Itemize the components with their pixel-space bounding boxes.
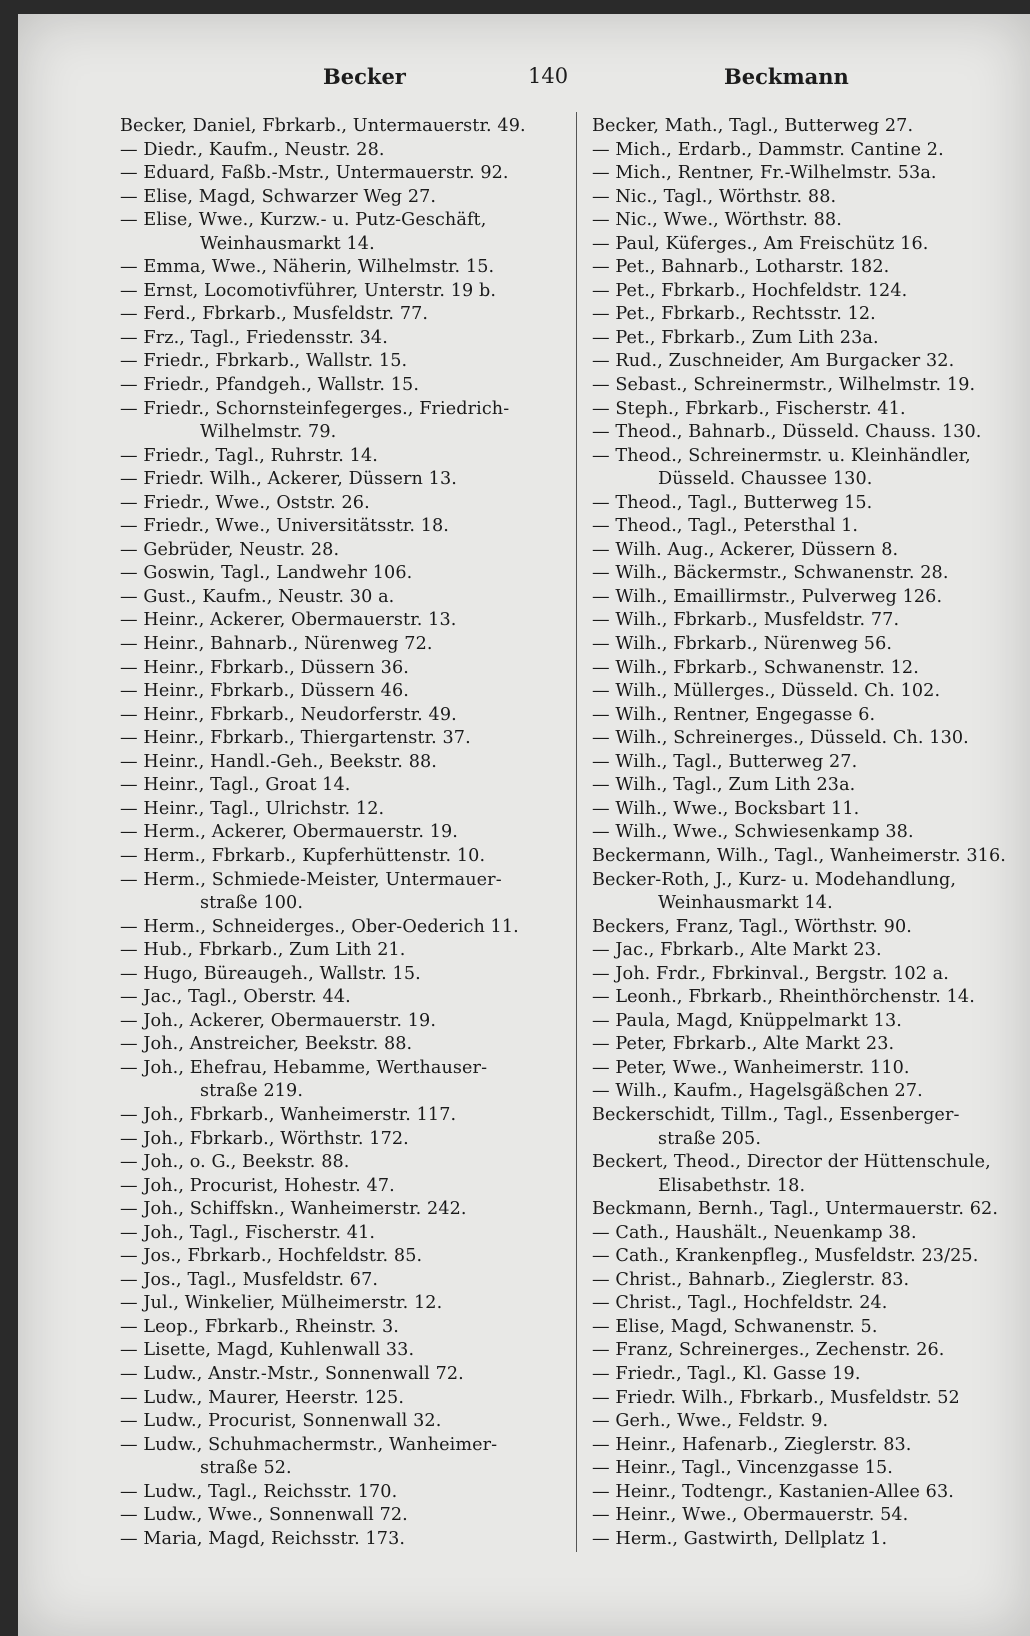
directory-entry: — Leonh., Fbrkarb., Rheinthörchenstr. 14. [592, 987, 975, 1008]
directory-entry: Beckers, Franz, Tagl., Wörthstr. 90. [592, 916, 912, 937]
directory-entry: — Ferd., Fbrkarb., Musfeldstr. 77. [120, 304, 429, 325]
running-head-left: Becker [323, 64, 406, 89]
directory-entry: Becker, Daniel, Fbrkarb., Untermauerstr. 49. [120, 116, 526, 136]
directory-entry: — Wilh., Müllerges., Düsseld. Ch. 102. [592, 681, 941, 702]
directory-entry: — Heinr., Handl.-Geh., Beekstr. 88. [120, 751, 437, 772]
directory-entry: — Ludw., Wwe., Sonnenwall 72. [120, 1505, 408, 1526]
directory-entry: — Theod., Bahnarb., Düsseld. Chauss. 130. [592, 422, 982, 443]
directory-entry: — Peter, Fbrkarb., Alte Markt 23. [592, 1034, 895, 1055]
directory-entry: — Wilh., Wwe., Schwiesenkamp 38. [592, 822, 914, 843]
directory-entry: — Heinr., Tagl., Groat 14. [120, 775, 351, 796]
running-head-right: Beckmann [724, 64, 849, 89]
directory-entry: — Herm., Schmiede-Meister, Untermauer- [120, 869, 502, 890]
directory-entry: — Paul, Küferges., Am Freischütz 16. [592, 233, 929, 254]
directory-entry: — Diedr., Kaufm., Neustr. 28. [120, 139, 385, 160]
directory-entry: — Joh., Anstreicher, Beekstr. 88. [120, 1034, 413, 1055]
directory-entry: Beckmann, Bernh., Tagl., Untermauerstr. 62. [592, 1199, 999, 1220]
directory-entry: — Joh., Schiffskn., Wanheimerstr. 242. [120, 1199, 467, 1220]
directory-entry: — Nic., Wwe., Wörthstr. 88. [592, 210, 842, 231]
directory-entry: — Joh., o. G., Beekstr. 88. [120, 1152, 350, 1173]
directory-entry: — Pet., Bahnarb., Lotharstr. 182. [592, 257, 890, 278]
directory-entry: Beckert, Theod., Director der Hüttenschule, [592, 1152, 991, 1173]
directory-entry: — Elise, Wwe., Kurzw.- u. Putz-Geschäft, [120, 210, 487, 231]
directory-entry: — Steph., Fbrkarb., Fischerstr. 41. [592, 398, 906, 419]
directory-entry: — Lisette, Magd, Kuhlenwall 33. [120, 1340, 415, 1361]
directory-entry: — Friedr., Wwe., Oststr. 26. [120, 492, 370, 513]
directory-entry: — Peter, Wwe., Wanheimerstr. 110. [592, 1057, 910, 1078]
directory-entry: — Herm., Schneiderges., Ober-Oederich 11. [120, 916, 519, 937]
directory-entry: — Paula, Magd, Knüppelmarkt 13. [592, 1010, 902, 1031]
directory-entry: — Friedr., Schornsteinfegerges., Friedrich- [120, 398, 510, 419]
directory-entry: — Heinr., Tagl., Ulrichstr. 12. [120, 798, 385, 819]
directory-entry: — Franz, Schreinerges., Zechenstr. 26. [592, 1340, 945, 1361]
directory-entry: — Friedr., Pfandgeh., Wallstr. 15. [120, 375, 420, 396]
directory-entry: — Jac., Tagl., Oberstr. 44. [120, 987, 351, 1008]
directory-entry: — Emma, Wwe., Näherin, Wilhelmstr. 15. [120, 257, 495, 278]
directory-entry: — Heinr., Hafenarb., Zieglerstr. 83. [592, 1434, 912, 1455]
directory-entry: — Gust., Kaufm., Neustr. 30 a. [120, 586, 395, 607]
directory-entry: — Christ., Bahnarb., Zieglerstr. 83. [592, 1269, 910, 1290]
directory-entry: — Pet., Fbrkarb., Zum Lith 23a. [592, 327, 879, 348]
directory-entry: — Ludw., Tagl., Reichsstr. 170. [120, 1481, 398, 1502]
directory-entry: — Gerh., Wwe., Feldstr. 9. [592, 1411, 829, 1432]
directory-entry-continuation: Weinhausmarkt 14. [658, 893, 833, 914]
directory-entry: — Herm., Gastwirth, Dellplatz 1. [592, 1528, 888, 1549]
directory-entry: — Heinr., Fbrkarb., Neudorferstr. 49. [120, 704, 457, 725]
column-divider [576, 112, 577, 1552]
directory-entry: — Theod., Schreinermstr. u. Kleinhändler, [592, 445, 971, 466]
directory-entry: — Wilh. Aug., Ackerer, Düssern 8. [592, 539, 899, 560]
directory-entry: — Friedr., Tagl., Kl. Gasse 19. [592, 1363, 861, 1384]
directory-entry: — Heinr., Fbrkarb., Thiergartenstr. 37. [120, 728, 471, 749]
directory-entry: — Cath., Krankenpfleg., Musfeldstr. 23/25. [592, 1246, 979, 1267]
directory-entry: — Cath., Haushält., Neuenkamp 38. [592, 1222, 917, 1243]
directory-entry: — Pet., Fbrkarb., Hochfeldstr. 124. [592, 280, 908, 301]
directory-entry: — Rud., Zuschneider, Am Burgacker 32. [592, 351, 955, 372]
directory-entry-continuation: Wilhelmstr. 79. [200, 422, 337, 443]
directory-entry: Beckermann, Wilh., Tagl., Wanheimerstr. 316. [592, 845, 1006, 866]
directory-entry: — Theod., Tagl., Petersthal 1. [592, 516, 859, 537]
directory-entry: — Heinr., Fbrkarb., Düssern 46. [120, 681, 409, 702]
directory-entry: — Mich., Erdarb., Dammstr. Cantine 2. [592, 139, 944, 160]
directory-entry: — Wilh., Wwe., Bocksbart 11. [592, 798, 860, 819]
directory-entry: Becker, Math., Tagl., Butterweg 27. [592, 116, 914, 136]
directory-entry-continuation: straße 100. [200, 893, 304, 914]
directory-entry: — Friedr. Wilh., Ackerer, Düssern 13. [120, 469, 457, 490]
directory-entry: — Wilh., Rentner, Engegasse 6. [592, 704, 876, 725]
directory-entry: — Wilh., Bäckermstr., Schwanenstr. 28. [592, 563, 949, 584]
directory-entry: — Friedr., Fbrkarb., Wallstr. 15. [120, 351, 408, 372]
directory-entry: — Nic., Tagl., Wörthstr. 88. [592, 186, 837, 207]
directory-entry: — Jos., Tagl., Musfeldstr. 67. [120, 1269, 379, 1290]
directory-entry: — Maria, Magd, Reichsstr. 173. [120, 1528, 406, 1549]
directory-entry: — Joh., Fbrkarb., Wörthstr. 172. [120, 1128, 409, 1149]
directory-entry: — Joh., Procurist, Hohestr. 47. [120, 1175, 395, 1196]
directory-page [18, 14, 1030, 1636]
page-number: 140 [528, 64, 569, 88]
directory-entry: — Christ., Tagl., Hochfeldstr. 24. [592, 1293, 888, 1314]
directory-entry: — Goswin, Tagl., Landwehr 106. [120, 563, 413, 584]
directory-entry: — Ludw., Procurist, Sonnenwall 32. [120, 1411, 442, 1432]
left-column [120, 115, 568, 1551]
directory-entry: — Herm., Ackerer, Obermauerstr. 19. [120, 822, 459, 843]
directory-entry: — Wilh., Tagl., Zum Lith 23a. [592, 775, 856, 796]
directory-entry: — Leop., Fbrkarb., Rheinstr. 3. [120, 1316, 399, 1337]
directory-entry: — Wilh., Emaillirmstr., Pulverweg 126. [592, 586, 943, 607]
right-column [592, 115, 1020, 1551]
directory-entry: — Heinr., Wwe., Obermauerstr. 54. [592, 1505, 909, 1526]
directory-entry-continuation: Elisabethstr. 18. [658, 1175, 806, 1196]
directory-entry: — Mich., Rentner, Fr.-Wilhelmstr. 53a. [592, 163, 937, 184]
directory-entry: — Wilh., Tagl., Butterweg 27. [592, 751, 858, 772]
running-head [18, 64, 1030, 98]
directory-entry: — Hugo, Büreaugeh., Wallstr. 15. [120, 963, 421, 984]
directory-entry: — Wilh., Schreinerges., Düsseld. Ch. 130. [592, 728, 969, 749]
directory-entry: — Heinr., Ackerer, Obermauerstr. 13. [120, 610, 457, 631]
directory-entry: — Frz., Tagl., Friedensstr. 34. [120, 327, 388, 348]
directory-entry: — Ernst, Locomotivführer, Unterstr. 19 b. [120, 280, 497, 301]
directory-entry: Becker-Roth, J., Kurz- u. Modehandlung, [592, 869, 957, 890]
directory-entry: — Heinr., Bahnarb., Nürenweg 72. [120, 634, 433, 655]
directory-entry-continuation: straße 205. [658, 1128, 762, 1149]
directory-entry: — Eduard, Faßb.-Mstr., Untermauerstr. 92. [120, 163, 509, 184]
directory-entry: — Friedr., Tagl., Ruhrstr. 14. [120, 445, 378, 466]
directory-entry: — Heinr., Fbrkarb., Düssern 36. [120, 657, 409, 678]
directory-entry: — Joh., Fbrkarb., Wanheimerstr. 117. [120, 1104, 457, 1125]
directory-entry: — Wilh., Fbrkarb., Schwanenstr. 12. [592, 657, 919, 678]
directory-entry: — Jos., Fbrkarb., Hochfeldstr. 85. [120, 1246, 423, 1267]
directory-entry-continuation: Weinhausmarkt 14. [200, 233, 375, 254]
directory-entry: — Herm., Fbrkarb., Kupferhüttenstr. 10. [120, 845, 486, 866]
directory-entry: — Heinr., Tagl., Vincenzgasse 15. [592, 1458, 893, 1479]
directory-entry: — Jac., Fbrkarb., Alte Markt 23. [592, 940, 882, 961]
directory-entry: — Joh., Ehefrau, Hebamme, Werthauser- [120, 1057, 488, 1078]
directory-entry: — Ludw., Anstr.-Mstr., Sonnenwall 72. [120, 1363, 464, 1384]
directory-entry: — Wilh., Kaufm., Hagelsgäßchen 27. [592, 1081, 923, 1102]
directory-entry: — Pet., Fbrkarb., Rechtsstr. 12. [592, 304, 876, 325]
directory-entry: — Sebast., Schreinermstr., Wilhelmstr. 19. [592, 375, 976, 396]
directory-entry: — Wilh., Fbrkarb., Musfeldstr. 77. [592, 610, 900, 631]
directory-entry: — Heinr., Todtengr., Kastanien-Allee 63. [592, 1481, 954, 1502]
directory-entry: — Joh., Ackerer, Obermauerstr. 19. [120, 1010, 437, 1031]
directory-entry: — Jul., Winkelier, Mülheimerstr. 12. [120, 1293, 443, 1314]
directory-entry-continuation: straße 52. [200, 1458, 292, 1479]
directory-entry: — Elise, Magd, Schwarzer Weg 27. [120, 186, 437, 207]
directory-entry: — Joh., Tagl., Fischerstr. 41. [120, 1222, 376, 1243]
directory-entry: — Ludw., Schuhmachermstr., Wanheimer- [120, 1434, 498, 1455]
directory-entry: — Wilh., Fbrkarb., Nürenweg 56. [592, 634, 893, 655]
directory-entry: — Elise, Magd, Schwanenstr. 5. [592, 1316, 878, 1337]
directory-entry: — Gebrüder, Neustr. 28. [120, 539, 340, 560]
directory-entry-continuation: straße 219. [200, 1081, 304, 1102]
directory-entry: — Friedr., Wwe., Universitätsstr. 18. [120, 516, 449, 537]
directory-entry-continuation: Düsseld. Chaussee 130. [658, 469, 873, 490]
directory-entry: — Friedr. Wilh., Fbrkarb., Musfeldstr. 52 [592, 1387, 960, 1408]
directory-entry: Beckerschidt, Tillm., Tagl., Essenberger- [592, 1104, 960, 1125]
directory-entry: — Theod., Tagl., Butterweg 15. [592, 492, 873, 513]
directory-entry: — Hub., Fbrkarb., Zum Lith 21. [120, 940, 406, 961]
directory-entry: — Joh. Frdr., Fbrkinval., Bergstr. 102 a. [592, 963, 949, 984]
directory-entry: — Ludw., Maurer, Heerstr. 125. [120, 1387, 405, 1408]
